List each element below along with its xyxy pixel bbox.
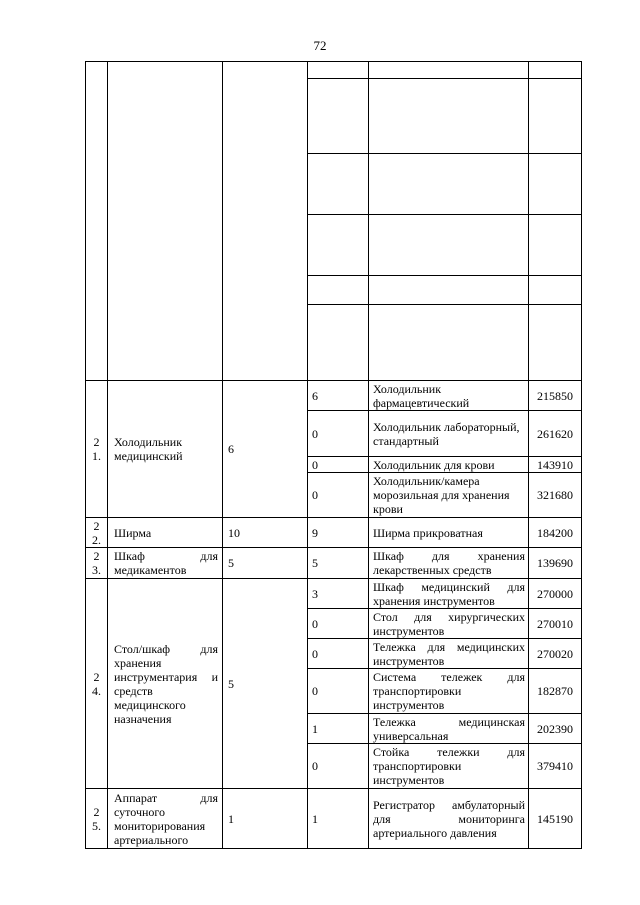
subitem-name: Шкаф медицинский для хранения инструментов [369,579,529,609]
item-quantity: 5 [223,579,308,789]
subitem-name: Тележка медицинская универсальная [369,714,529,744]
table-row [86,518,582,548]
page-number: 72 [313,38,327,53]
subitem-code: 270010 [529,609,582,639]
subitem-count: 0 [308,744,369,789]
subitem-name: Холодильник фармацевтический [369,381,529,411]
subitem-count: 3 [308,579,369,609]
item-name: Ширма [108,518,223,548]
equipment-table [85,61,582,849]
item-name: Стол/шкаф для хранения инструментария и средств медицинского назначения [108,579,223,789]
subitem-count: 9 [308,518,369,548]
table-row [86,548,582,579]
subitem-count: 1 [308,714,369,744]
row-number: 2 1. [86,381,108,518]
subitem-count: 6 [308,381,369,411]
item-quantity: 6 [223,381,308,518]
subitem-code: 215850 [529,381,582,411]
subitem-code: 270000 [529,579,582,609]
subitem-name: Регистратор амбулаторный для мониторинга артериального давления [369,789,529,849]
subitem-count: 0 [308,639,369,669]
subitem-count: 0 [308,669,369,714]
subitem-name: Холодильник лабораторный, стандартный [369,411,529,457]
item-quantity: 10 [223,518,308,548]
subitem-code: 379410 [529,744,582,789]
subitem-code: 139690 [529,548,582,579]
subitem-code: 202390 [529,714,582,744]
subitem-count: 5 [308,548,369,579]
row-number: 2 4. [86,579,108,789]
item-quantity: 1 [223,789,308,849]
subitem-name: Холодильник/камера морозильная для хранения крови [369,473,529,518]
subitem-count: 0 [308,411,369,457]
subitem-count: 1 [308,789,369,849]
subitem-count: 0 [308,609,369,639]
row-number: 2 2. [86,518,108,548]
table-row [86,579,582,609]
subitem-name: Холодильник для крови [369,457,529,473]
row-number: 2 3. [86,548,108,579]
subitem-code: 143910 [529,457,582,473]
subitem-name: Шкаф для хранения лекарственных средств [369,548,529,579]
cont-num-cell [86,62,108,381]
row-number: 2 5. [86,789,108,849]
subitem-code: 182870 [529,669,582,714]
subitem-code: 184200 [529,518,582,548]
subitem-code: 321680 [529,473,582,518]
subitem-code: 261620 [529,411,582,457]
cont-qty-cell [223,62,308,381]
subitem-name: Стойка тележки для транспортировки инструментов [369,744,529,789]
subitem-count: 0 [308,457,369,473]
table-row [86,789,582,849]
subitem-name: Тележка для медицинских инструментов [369,639,529,669]
subitem-code: 270020 [529,639,582,669]
item-name: Холодильник медицинский [108,381,223,518]
subitem-name: Стол для хирургических инструментов [369,609,529,639]
item-name: Аппарат для суточного мониторирования артериального [108,789,223,849]
continuation-row [86,62,582,79]
subitem-name: Система тележек для транспортировки инструментов [369,669,529,714]
item-quantity: 5 [223,548,308,579]
item-name: Шкаф для медикаментов [108,548,223,579]
subitem-code: 145190 [529,789,582,849]
subitem-name: Ширма прикроватная [369,518,529,548]
subitem-count: 0 [308,473,369,518]
cont-name-cell [108,62,223,381]
table-row [86,381,582,411]
